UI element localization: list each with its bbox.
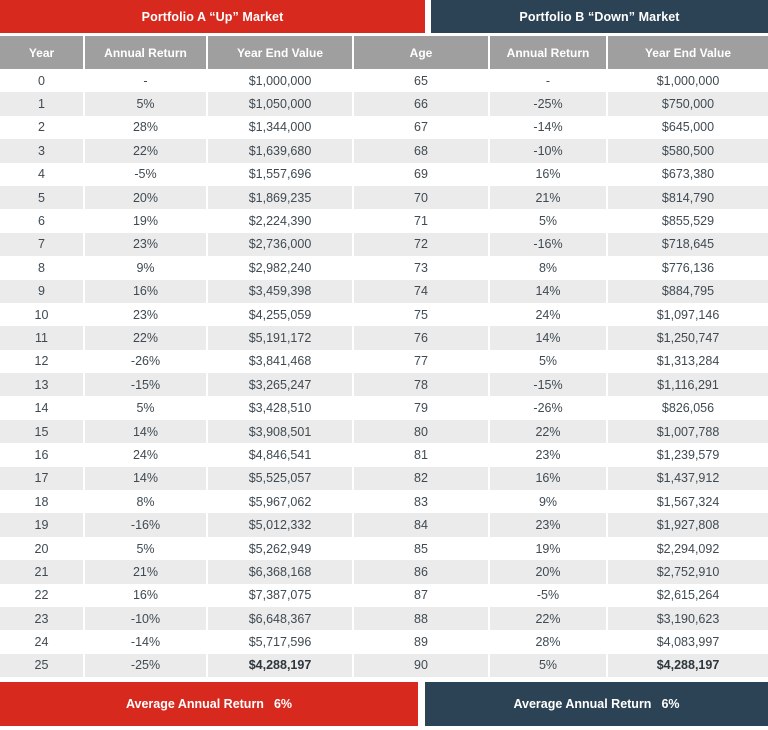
cell-age: 67 — [354, 116, 490, 139]
table-row — [0, 256, 768, 279]
cell-year-end-value-b: $4,288,197 — [656, 658, 720, 673]
cell-year: 22 — [0, 584, 85, 607]
cell-year-end-value-b: $750,000 — [661, 97, 715, 112]
cell-annual-return-a: 19% — [85, 209, 208, 232]
cell-year: 17 — [0, 467, 85, 490]
table-row — [0, 186, 768, 209]
cell-year-end-value-a: $1,557,696 — [208, 163, 354, 186]
cell-age: 90 — [354, 654, 490, 677]
cell-year: 23 — [0, 607, 85, 630]
cell-year-end-value-b: $814,790 — [661, 190, 715, 205]
portfolio-b-banner-title: Portfolio B “Down” Market — [431, 0, 768, 33]
cell-annual-return-a: 16% — [85, 280, 208, 303]
cell-year-end-value-a: $3,459,398 — [208, 280, 354, 303]
cell-year: 0 — [0, 69, 85, 92]
cell-year-end-value-a: $5,012,332 — [208, 513, 354, 536]
column-header-annual-return-a: Annual Return — [85, 36, 208, 69]
table-row — [0, 584, 768, 607]
cell-year-end-value-b: $580,500 — [661, 143, 715, 158]
cell-annual-return-b: 5% — [490, 350, 608, 373]
cell-annual-return-b: 16% — [490, 163, 608, 186]
cell-age: 78 — [354, 373, 490, 396]
column-header-age: Age — [354, 36, 490, 69]
cell-annual-return-a: 9% — [85, 256, 208, 279]
cell-year-end-value-a: $5,262,949 — [208, 537, 354, 560]
cell-annual-return-a: 21% — [85, 560, 208, 583]
cell-year-end-value-b: $2,294,092 — [656, 541, 720, 556]
cell-year: 11 — [0, 326, 85, 349]
cell-annual-return-a: -25% — [85, 654, 208, 677]
cell-age: 73 — [354, 256, 490, 279]
cell-age: 86 — [354, 560, 490, 583]
cell-annual-return-b: 19% — [490, 537, 608, 560]
column-header-year: Year — [0, 36, 85, 69]
table-row — [0, 163, 768, 186]
cell-year-end-value-b: $1,097,146 — [656, 307, 720, 322]
cell-annual-return-a: -26% — [85, 350, 208, 373]
cell-annual-return-a: 22% — [85, 326, 208, 349]
cell-year-end-value-a: $1,869,235 — [208, 186, 354, 209]
cell-annual-return-a: 23% — [85, 233, 208, 256]
portfolio-a-average-footer — [0, 682, 418, 726]
cell-year: 1 — [0, 92, 85, 115]
cell-annual-return-b: -10% — [490, 139, 608, 162]
cell-year-end-value-a: $1,000,000 — [208, 69, 354, 92]
cell-year-end-value-b: $884,795 — [661, 284, 715, 299]
cell-year-end-value-b: $1,567,324 — [656, 494, 720, 509]
cell-year: 3 — [0, 139, 85, 162]
column-header-year-end-value-a: Year End Value — [208, 36, 354, 69]
cell-age: 76 — [354, 326, 490, 349]
cell-year-end-value-b: $645,000 — [661, 120, 715, 135]
cell-year-end-value-b: $1,000,000 — [656, 73, 720, 88]
cell-annual-return-b: 9% — [490, 490, 608, 513]
table-body — [0, 69, 768, 677]
cell-year-end-value-b: $1,313,284 — [656, 354, 720, 369]
table-row — [0, 280, 768, 303]
cell-age: 83 — [354, 490, 490, 513]
cell-year-end-value-b: $1,250,747 — [656, 330, 720, 345]
cell-annual-return-a: - — [85, 69, 208, 92]
column-header-year-end-value-b: Year End Value — [644, 45, 732, 60]
cell-annual-return-a: -16% — [85, 513, 208, 536]
cell-annual-return-a: -14% — [85, 630, 208, 653]
cell-annual-return-a: 5% — [85, 92, 208, 115]
portfolio-b-average-footer — [425, 682, 768, 726]
cell-year: 8 — [0, 256, 85, 279]
cell-year: 15 — [0, 420, 85, 443]
table-row — [0, 630, 768, 653]
cell-year: 25 — [0, 654, 85, 677]
cell-year: 21 — [0, 560, 85, 583]
table-row — [0, 396, 768, 419]
cell-annual-return-a: 5% — [85, 537, 208, 560]
portfolio-a-average-value: 6% — [273, 697, 293, 712]
cell-year-end-value-a: $6,368,168 — [208, 560, 354, 583]
cell-age: 79 — [354, 396, 490, 419]
portfolio-a-average-label: Average Annual Return — [125, 697, 264, 712]
cell-year-end-value-a: $5,967,062 — [208, 490, 354, 513]
cell-year-end-value-b: $2,615,264 — [656, 588, 720, 603]
cell-annual-return-a: 28% — [85, 116, 208, 139]
cell-year-end-value-b: $673,380 — [661, 167, 715, 182]
cell-age: 65 — [354, 69, 490, 92]
cell-year-end-value-a: $1,344,000 — [208, 116, 354, 139]
cell-annual-return-b: - — [490, 69, 608, 92]
cell-annual-return-b: -5% — [490, 584, 608, 607]
table-row — [0, 467, 768, 490]
footer-divider — [418, 682, 425, 726]
table-row — [0, 513, 768, 536]
cell-age: 74 — [354, 280, 490, 303]
cell-annual-return-b: -14% — [490, 116, 608, 139]
cell-annual-return-b: 28% — [490, 630, 608, 653]
table-row — [0, 326, 768, 349]
cell-annual-return-a: -15% — [85, 373, 208, 396]
cell-year: 9 — [0, 280, 85, 303]
portfolio-b-average-value: 6% — [661, 697, 680, 712]
cell-year-end-value-a: $3,428,510 — [208, 396, 354, 419]
table-row — [0, 560, 768, 583]
cell-year-end-value-a: $5,525,057 — [208, 467, 354, 490]
cell-annual-return-b: 5% — [490, 654, 608, 677]
column-header-annual-return-b: Annual Return — [490, 36, 608, 69]
cell-annual-return-b: -26% — [490, 396, 608, 419]
cell-annual-return-a: 16% — [85, 584, 208, 607]
table-row — [0, 92, 768, 115]
table-row — [0, 490, 768, 513]
cell-year-end-value-a: $4,846,541 — [208, 443, 354, 466]
cell-annual-return-b: 22% — [490, 420, 608, 443]
cell-annual-return-b: 20% — [490, 560, 608, 583]
cell-annual-return-b: 24% — [490, 303, 608, 326]
cell-age: 66 — [354, 92, 490, 115]
portfolio-a-banner-title: Portfolio A “Up” Market — [0, 0, 425, 33]
cell-age: 69 — [354, 163, 490, 186]
table-row — [0, 607, 768, 630]
cell-year-end-value-a: $4,255,059 — [208, 303, 354, 326]
cell-annual-return-b: 5% — [490, 209, 608, 232]
cell-year: 19 — [0, 513, 85, 536]
cell-year-end-value-b: $4,083,997 — [656, 635, 720, 650]
cell-annual-return-a: 14% — [85, 420, 208, 443]
cell-year: 18 — [0, 490, 85, 513]
table-row — [0, 209, 768, 232]
cell-age: 89 — [354, 630, 490, 653]
cell-year-end-value-b: $2,752,910 — [656, 564, 720, 579]
table-row — [0, 654, 768, 677]
cell-year-end-value-a: $1,639,680 — [208, 139, 354, 162]
cell-year-end-value-a: $3,265,247 — [208, 373, 354, 396]
cell-annual-return-b: -25% — [490, 92, 608, 115]
cell-age: 71 — [354, 209, 490, 232]
cell-annual-return-b: 22% — [490, 607, 608, 630]
portfolio-banner — [0, 0, 768, 33]
cell-year: 16 — [0, 443, 85, 466]
table-row — [0, 350, 768, 373]
cell-year-end-value-a: $2,736,000 — [208, 233, 354, 256]
average-return-footer — [0, 682, 768, 726]
table-row — [0, 373, 768, 396]
cell-year: 12 — [0, 350, 85, 373]
cell-year-end-value-b: $776,136 — [661, 260, 715, 275]
table-row — [0, 69, 768, 92]
cell-annual-return-a: -5% — [85, 163, 208, 186]
cell-annual-return-b: -16% — [490, 233, 608, 256]
cell-year-end-value-a: $1,050,000 — [208, 92, 354, 115]
table-row — [0, 116, 768, 139]
cell-year: 5 — [0, 186, 85, 209]
cell-year: 14 — [0, 396, 85, 419]
cell-year-end-value-a: $5,191,172 — [208, 326, 354, 349]
cell-year-end-value-a: $2,224,390 — [208, 209, 354, 232]
cell-annual-return-b: 14% — [490, 326, 608, 349]
cell-year: 10 — [0, 303, 85, 326]
cell-annual-return-b: 16% — [490, 467, 608, 490]
cell-year-end-value-b: $3,190,623 — [656, 611, 720, 626]
cell-year-end-value-b: $1,007,788 — [656, 424, 720, 439]
cell-year: 7 — [0, 233, 85, 256]
cell-year-end-value-a: $5,717,596 — [208, 630, 354, 653]
cell-annual-return-a: 22% — [85, 139, 208, 162]
cell-year: 2 — [0, 116, 85, 139]
cell-year-end-value-b: $826,056 — [661, 401, 715, 416]
cell-age: 85 — [354, 537, 490, 560]
table-column-header-row — [0, 36, 768, 69]
cell-annual-return-b: 14% — [490, 280, 608, 303]
cell-year-end-value-a: $2,982,240 — [208, 256, 354, 279]
table-row — [0, 303, 768, 326]
cell-age: 80 — [354, 420, 490, 443]
cell-year-end-value-b: $1,239,579 — [656, 447, 720, 462]
table-row — [0, 443, 768, 466]
cell-annual-return-b: 8% — [490, 256, 608, 279]
table-row — [0, 537, 768, 560]
cell-age: 84 — [354, 513, 490, 536]
cell-year-end-value-a: $3,841,468 — [208, 350, 354, 373]
cell-annual-return-b: 23% — [490, 443, 608, 466]
cell-age: 77 — [354, 350, 490, 373]
cell-year-end-value-a: $7,387,075 — [208, 584, 354, 607]
portfolio-b-average-label: Average Annual Return — [513, 697, 652, 712]
cell-year: 13 — [0, 373, 85, 396]
cell-year-end-value-b: $718,645 — [661, 237, 715, 252]
cell-annual-return-b: -15% — [490, 373, 608, 396]
cell-year-end-value-b: $1,116,291 — [657, 377, 719, 392]
cell-year-end-value-a: $6,648,367 — [208, 607, 354, 630]
cell-age: 70 — [354, 186, 490, 209]
cell-annual-return-a: 20% — [85, 186, 208, 209]
cell-year: 6 — [0, 209, 85, 232]
cell-age: 81 — [354, 443, 490, 466]
cell-annual-return-b: 21% — [490, 186, 608, 209]
cell-age: 87 — [354, 584, 490, 607]
cell-annual-return-a: -10% — [85, 607, 208, 630]
cell-annual-return-a: 23% — [85, 303, 208, 326]
cell-annual-return-a: 24% — [85, 443, 208, 466]
cell-age: 68 — [354, 139, 490, 162]
table-row — [0, 420, 768, 443]
table-row — [0, 139, 768, 162]
cell-age: 72 — [354, 233, 490, 256]
cell-year: 4 — [0, 163, 85, 186]
cell-year-end-value-b: $1,927,808 — [656, 518, 720, 533]
cell-annual-return-a: 5% — [85, 396, 208, 419]
cell-age: 75 — [354, 303, 490, 326]
cell-year: 20 — [0, 537, 85, 560]
cell-year-end-value-a: $4,288,197 — [208, 654, 354, 677]
cell-age: 82 — [354, 467, 490, 490]
cell-year: 24 — [0, 630, 85, 653]
cell-annual-return-b: 23% — [490, 513, 608, 536]
cell-year-end-value-b: $855,529 — [661, 214, 715, 229]
cell-year-end-value-b: $1,437,912 — [656, 471, 720, 486]
cell-annual-return-a: 14% — [85, 467, 208, 490]
table-row — [0, 233, 768, 256]
cell-year-end-value-a: $3,908,501 — [208, 420, 354, 443]
cell-age: 88 — [354, 607, 490, 630]
cell-annual-return-a: 8% — [85, 490, 208, 513]
